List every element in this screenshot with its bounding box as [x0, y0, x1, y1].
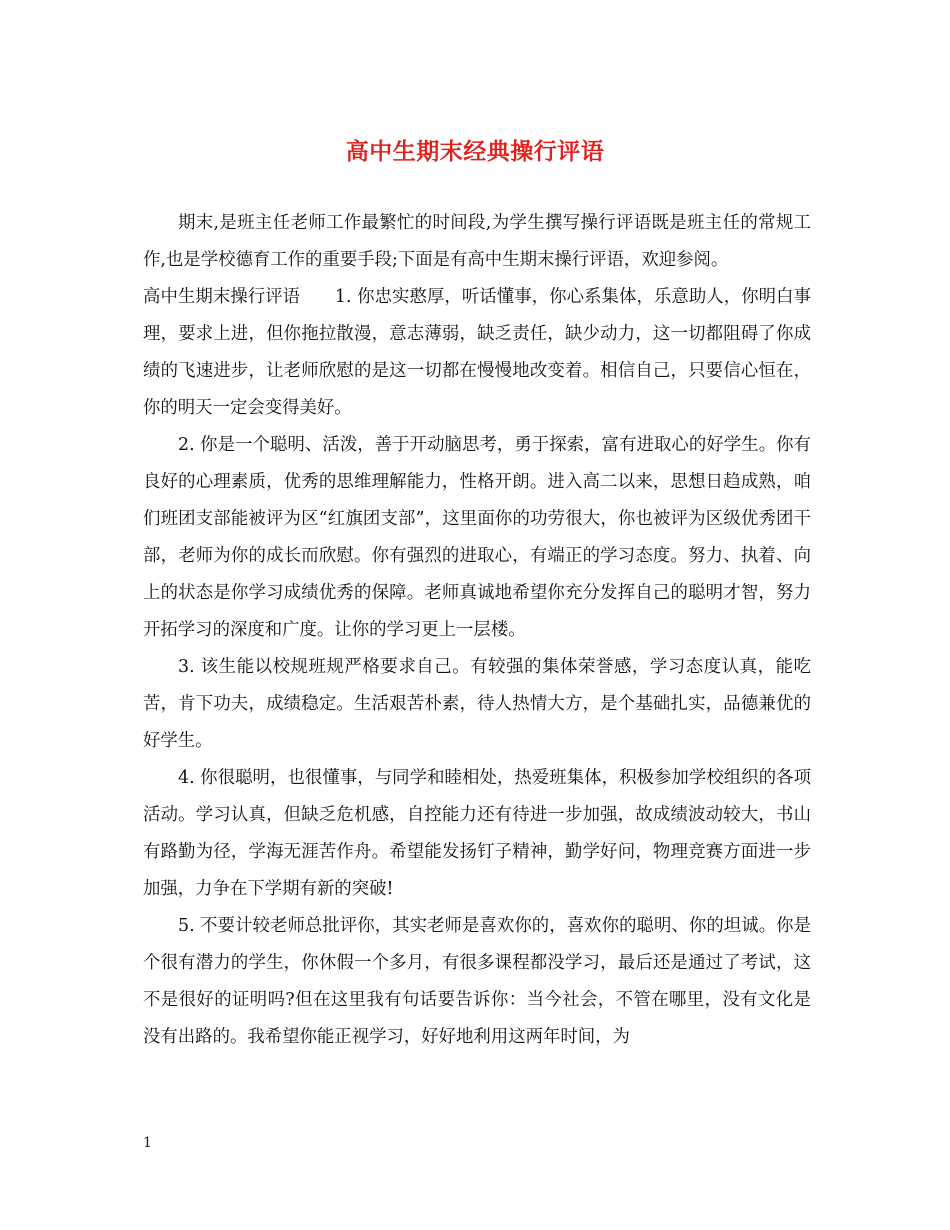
comment-paragraph-2: 2. 你是一个聪明、活泼，善于开动脑思考，勇于探索，富有进取心的好学生。你有良好的心理素质，优秀的思维理解能力，性格开朗。进入高二以来，思想日趋成熟，咱们班团支部能被评为区“红旗团支部”，这里面你的功劳很大，你也被评为区级优秀团干部，老师为你的成长而欣慰。你有强烈的进取心，有端正的学习态度。努力、执着、向上的状态是你学习成绩优秀的保障。老师真诚地希望你充分发挥自己的聪明才智，努力开拓学习的深度和广度。让你的学习更上一层楼。 [143, 435, 811, 640]
comment-paragraph-1 [143, 279, 811, 427]
comment-1: 1. 你忠实憨厚，听话懂事，你心系集体，乐意助人，你明白事理，要求上进，但你拖拉散漫，意志薄弱，缺乏责任，缺少动力，这一切都阻碍了你成绩的飞速进步，让老师欣慰的是这一切都在慢慢地改变着。相信自己，只要信心恒在，你的明天一定会变得美好。 [143, 287, 811, 418]
document-body [143, 205, 811, 1056]
section-heading: 高中生期末操行评语 [143, 287, 301, 307]
comment-paragraph-5: 5. 不要计较老师总批评你，其实老师是喜欢你的，喜欢你的聪明、你的坦诚。你是个很有潜力的学生，你休假一个多月，有很多课程都没学习，最后还是通过了考试，这不是很好的证明吗?但在这里我有句话要告诉你：当今社会，不管在哪里，没有文化是没有出路的。我希望你能正视学习，好好地利用这两年时间，为 [143, 916, 811, 1047]
comment-paragraph-4: 4. 你很聪明，也很懂事，与同学和睦相处，热爱班集体，积极参加学校组织的各项活动。学习认真，但缺乏危机感，自控能力还有待进一步加强，故成绩波动较大，书山有路勤为径，学海无涯苦作舟。希望能发扬钉子精神，勤学好问，物理竞赛方面进一步加强，力争在下学期有新的突破! [143, 768, 811, 899]
document-title: 高中生期末经典操行评语 [345, 138, 605, 165]
page-number: 1 [143, 1135, 152, 1151]
comment-paragraph-3: 3. 该生能以校规班规严格要求自己。有较强的集体荣誉感，学习态度认真，能吃苦，肯下功夫，成绩稳定。生活艰苦朴素，待人热情大方，是个基础扎实，品德兼优的好学生。 [143, 657, 811, 751]
intro-paragraph: 期末,是班主任老师工作最繁忙的时间段,为学生撰写操行评语既是班主任的常规工作,也是学校德育工作的重要手段;下面是有高中生期末操行评语，欢迎参阅。 [143, 213, 811, 270]
